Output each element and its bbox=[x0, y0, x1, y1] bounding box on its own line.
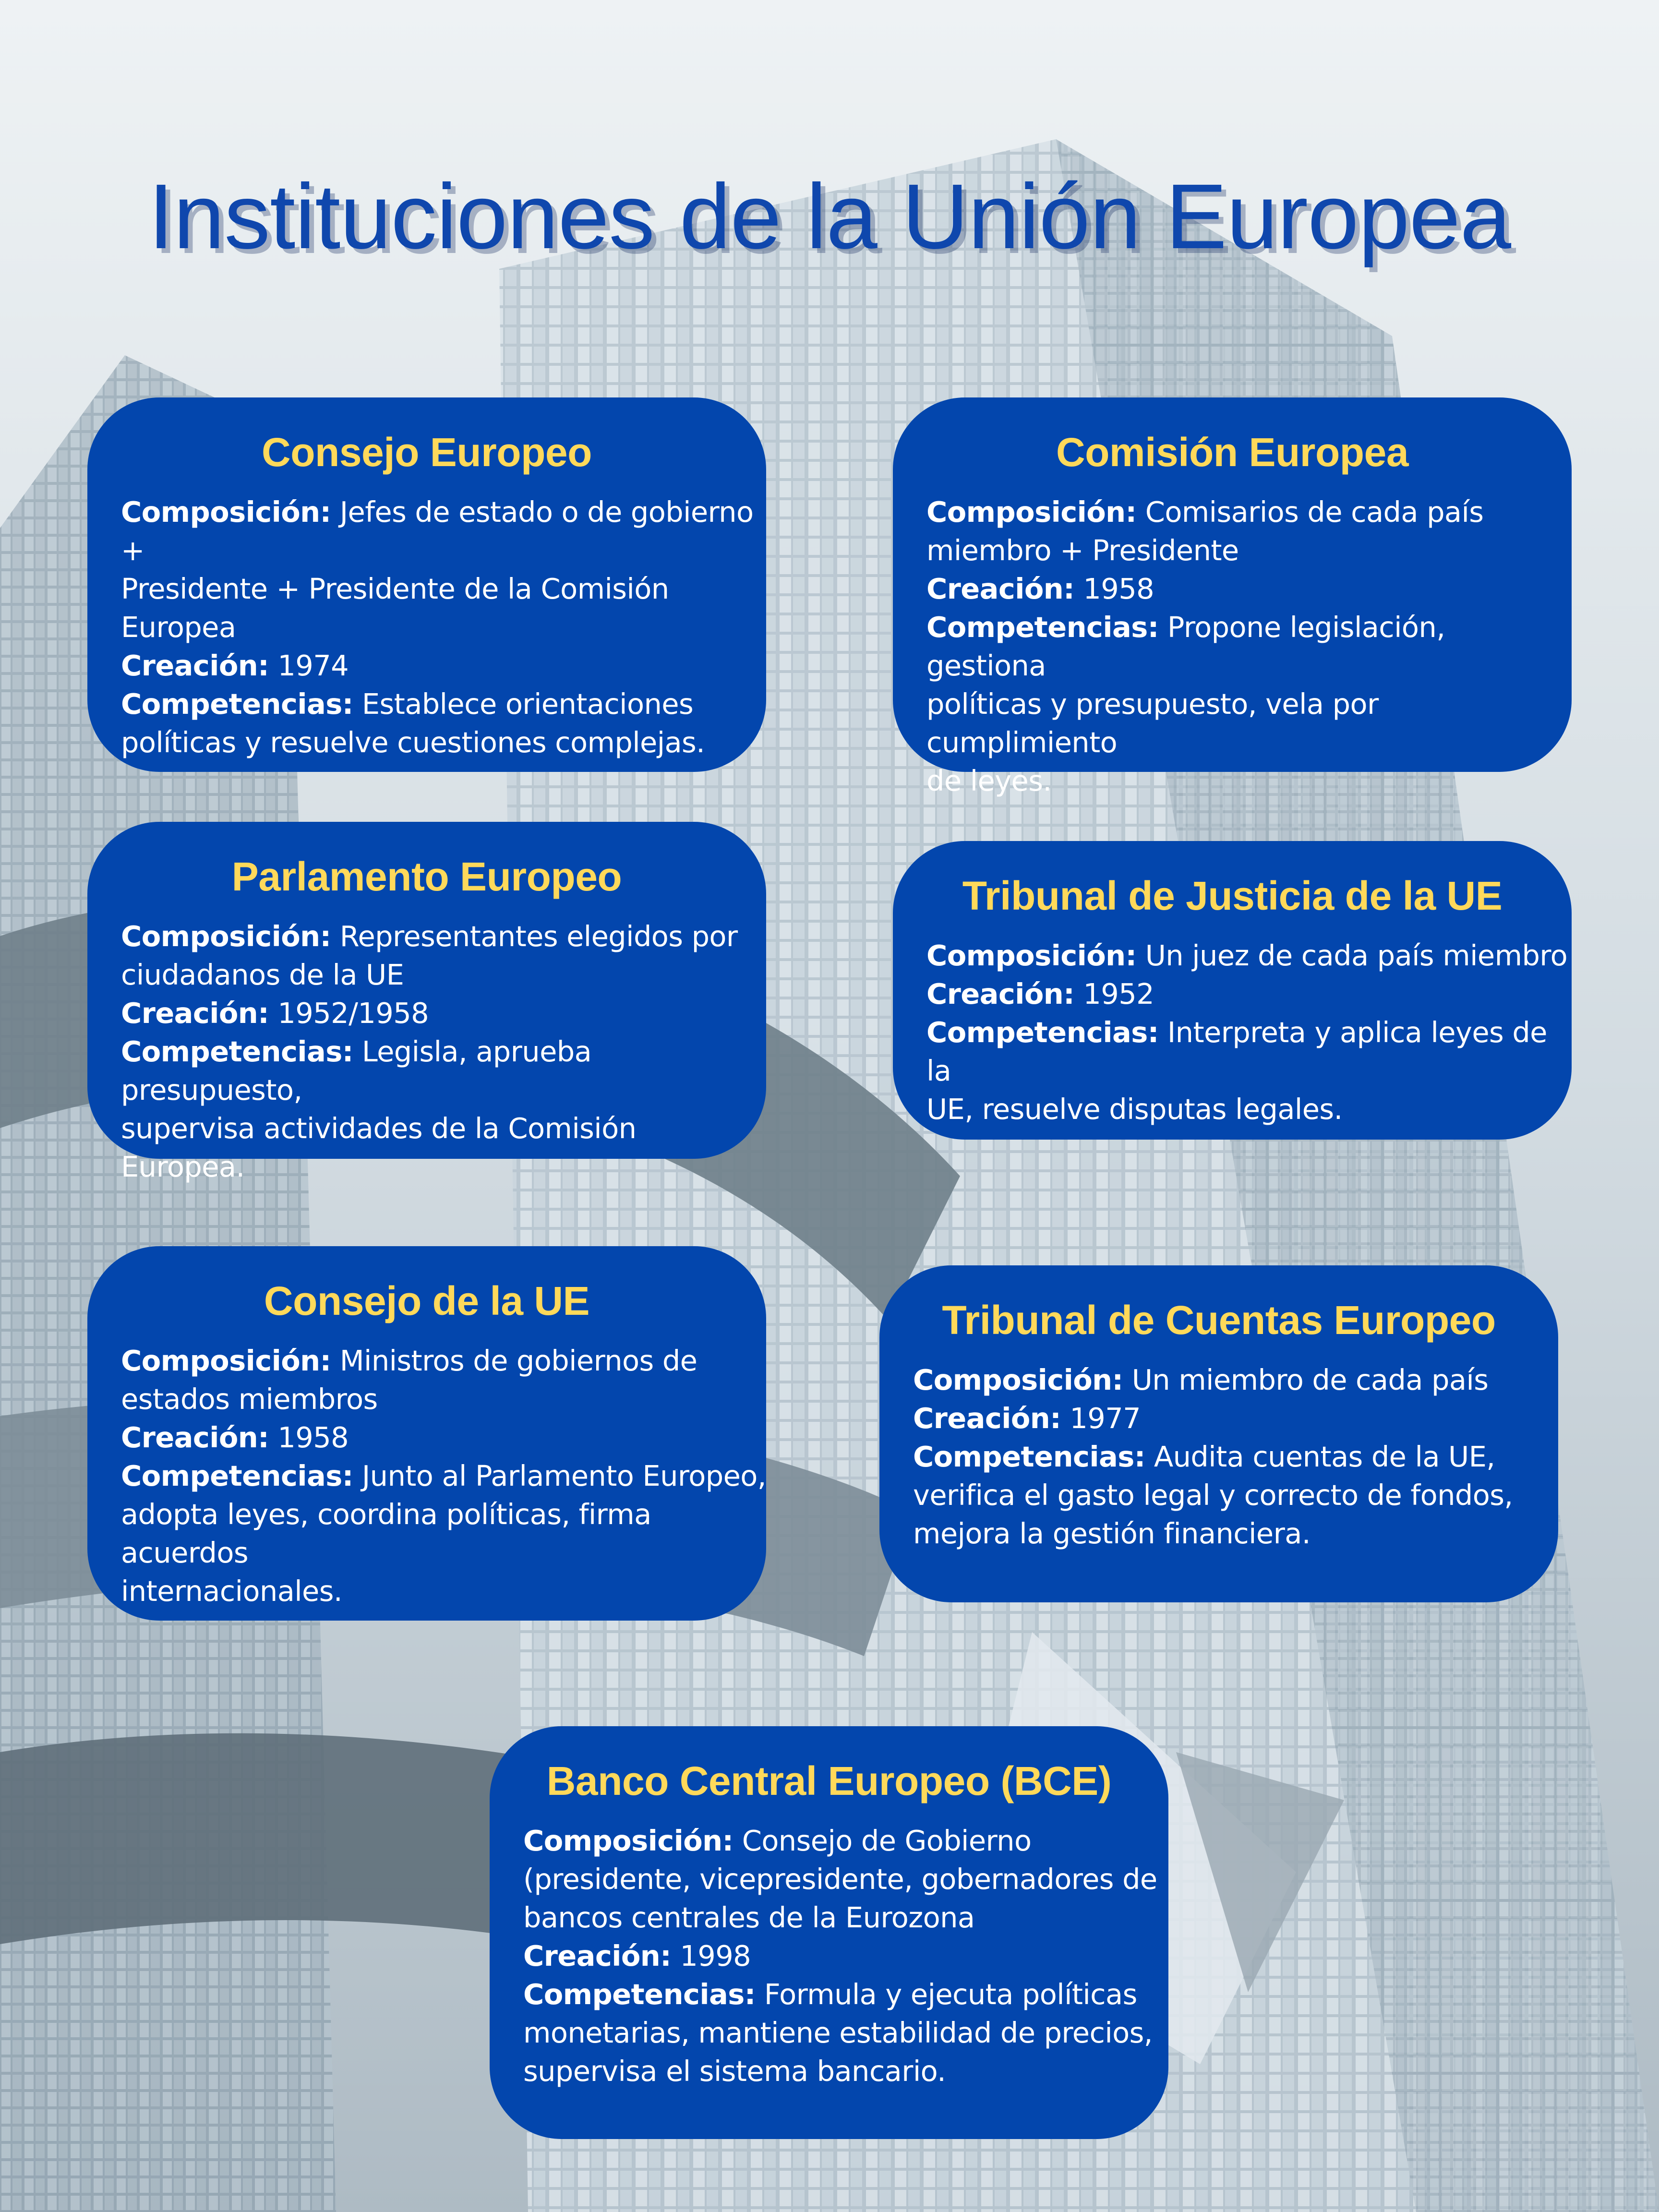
card-title: Tribunal de Justicia de la UE bbox=[962, 873, 1503, 918]
card-body bbox=[121, 493, 766, 762]
composicion-label: Composición: bbox=[913, 1363, 1123, 1396]
composicion-text: Europea bbox=[121, 611, 236, 644]
creacion-value: 1952 bbox=[1083, 977, 1154, 1010]
card-tribunal-justicia bbox=[893, 841, 1572, 1140]
composicion-label: Composición: bbox=[523, 1824, 733, 1857]
card-consejo-ue bbox=[87, 1246, 766, 1621]
competencias-text: internacionales. bbox=[121, 1575, 343, 1608]
composicion-text: (presidente, vicepresidente, gobernadores de bbox=[523, 1863, 1157, 1896]
composicion-text: Un miembro de cada país bbox=[1131, 1363, 1489, 1396]
card-body bbox=[523, 1822, 1168, 2091]
creacion-label: Creación: bbox=[121, 1421, 269, 1454]
competencias-text: monetarias, mantiene estabilidad de precios, bbox=[523, 2016, 1153, 2049]
composicion-text: Un juez de cada país miembro bbox=[1145, 939, 1568, 972]
competencias-label: Competencias: bbox=[926, 1016, 1159, 1049]
competencias-text: verifica el gasto legal y correcto de fondos, bbox=[913, 1479, 1513, 1512]
card-body bbox=[926, 937, 1572, 1129]
creacion-label: Creación: bbox=[926, 572, 1075, 605]
competencias-text: políticas y presupuesto, vela por cumplimiento bbox=[926, 687, 1379, 759]
competencias-text: supervisa actividades de la Comisión Europea. bbox=[121, 1112, 637, 1183]
composicion-text: estados miembros bbox=[121, 1382, 378, 1416]
composicion-text: Ministros de gobiernos de bbox=[339, 1344, 697, 1377]
composicion-text: Jefes de estado o de gobierno + bbox=[121, 495, 754, 567]
composicion-text: Presidente + Presidente de la Comisión bbox=[121, 572, 669, 605]
composicion-label: Composición: bbox=[121, 495, 331, 529]
competencias-text: políticas y resuelve cuestiones complejas. bbox=[121, 726, 705, 759]
card-body bbox=[121, 917, 766, 1186]
creacion-label: Creación: bbox=[523, 1939, 672, 1972]
card-body bbox=[121, 1342, 766, 1611]
card-parlamento-europeo bbox=[87, 822, 766, 1183]
creacion-value: 1974 bbox=[277, 649, 349, 682]
composicion-text: Comisarios de cada país bbox=[1145, 495, 1484, 529]
competencias-label: Competencias: bbox=[926, 611, 1159, 644]
competencias-label: Competencias: bbox=[523, 1978, 756, 2011]
competencias-text: mejora la gestión financiera. bbox=[913, 1517, 1310, 1550]
competencias-text: Formula y ejecuta políticas bbox=[764, 1978, 1137, 2011]
creacion-value: 1977 bbox=[1070, 1402, 1141, 1435]
card-title: Parlamento Europeo bbox=[231, 854, 622, 899]
competencias-text: Legisla, aprueba presupuesto, bbox=[121, 1035, 592, 1106]
creacion-value: 1958 bbox=[1083, 572, 1154, 605]
competencias-text: de leyes. bbox=[926, 764, 1052, 797]
creacion-value: 1998 bbox=[680, 1939, 751, 1972]
card-title: Consejo de la UE bbox=[264, 1278, 590, 1323]
card-comision-europea bbox=[893, 397, 1572, 797]
competencias-label: Competencias: bbox=[121, 1459, 353, 1492]
page-title: Instituciones de la Unión Europea bbox=[148, 165, 1511, 268]
card-title: Consejo Europeo bbox=[262, 430, 592, 475]
card-consejo-europeo bbox=[87, 397, 766, 772]
creacion-label: Creación: bbox=[121, 997, 269, 1030]
competencias-text: adopta leyes, coordina políticas, firma acuerdos bbox=[121, 1498, 651, 1569]
card-body bbox=[926, 493, 1572, 800]
composicion-label: Composición: bbox=[121, 1344, 331, 1377]
card-title: Tribunal de Cuentas Europeo bbox=[942, 1298, 1496, 1343]
competencias-text: Propone legislación, gestiona bbox=[926, 611, 1445, 682]
creacion-label: Creación: bbox=[121, 649, 269, 682]
composicion-text: Representantes elegidos por bbox=[339, 920, 738, 953]
creacion-label: Creación: bbox=[913, 1402, 1061, 1435]
competencias-label: Competencias: bbox=[913, 1440, 1145, 1473]
competencias-text: Audita cuentas de la UE, bbox=[1154, 1440, 1495, 1473]
competencias-text: Interpreta y aplica leyes de la bbox=[926, 1016, 1547, 1087]
competencias-label: Competencias: bbox=[121, 1035, 353, 1068]
composicion-text: miembro + Presidente bbox=[926, 534, 1239, 567]
card-title: Comisión Europea bbox=[1056, 430, 1409, 475]
composicion-text: bancos centrales de la Eurozona bbox=[523, 1901, 975, 1934]
competencias-text: UE, resuelve disputas legales. bbox=[926, 1093, 1343, 1126]
card-banco-central-europeo bbox=[490, 1726, 1168, 2139]
creacion-value: 1958 bbox=[277, 1421, 349, 1454]
card-body bbox=[913, 1361, 1558, 1553]
composicion-label: Composición: bbox=[121, 920, 331, 953]
creacion-value: 1952/1958 bbox=[277, 997, 429, 1030]
creacion-label: Creación: bbox=[926, 977, 1075, 1010]
competencias-label: Competencias: bbox=[121, 687, 353, 721]
composicion-label: Composición: bbox=[926, 939, 1137, 972]
composicion-text: ciudadanos de la UE bbox=[121, 958, 404, 991]
card-tribunal-cuentas bbox=[879, 1265, 1558, 1602]
composicion-label: Composición: bbox=[926, 495, 1137, 529]
competencias-text: Establece orientaciones bbox=[361, 687, 694, 721]
composicion-text: Consejo de Gobierno bbox=[742, 1824, 1032, 1857]
competencias-text: Junto al Parlamento Europeo, bbox=[361, 1459, 766, 1492]
card-title: Banco Central Europeo (BCE) bbox=[546, 1758, 1112, 1803]
competencias-text: supervisa el sistema bancario. bbox=[523, 2055, 946, 2088]
